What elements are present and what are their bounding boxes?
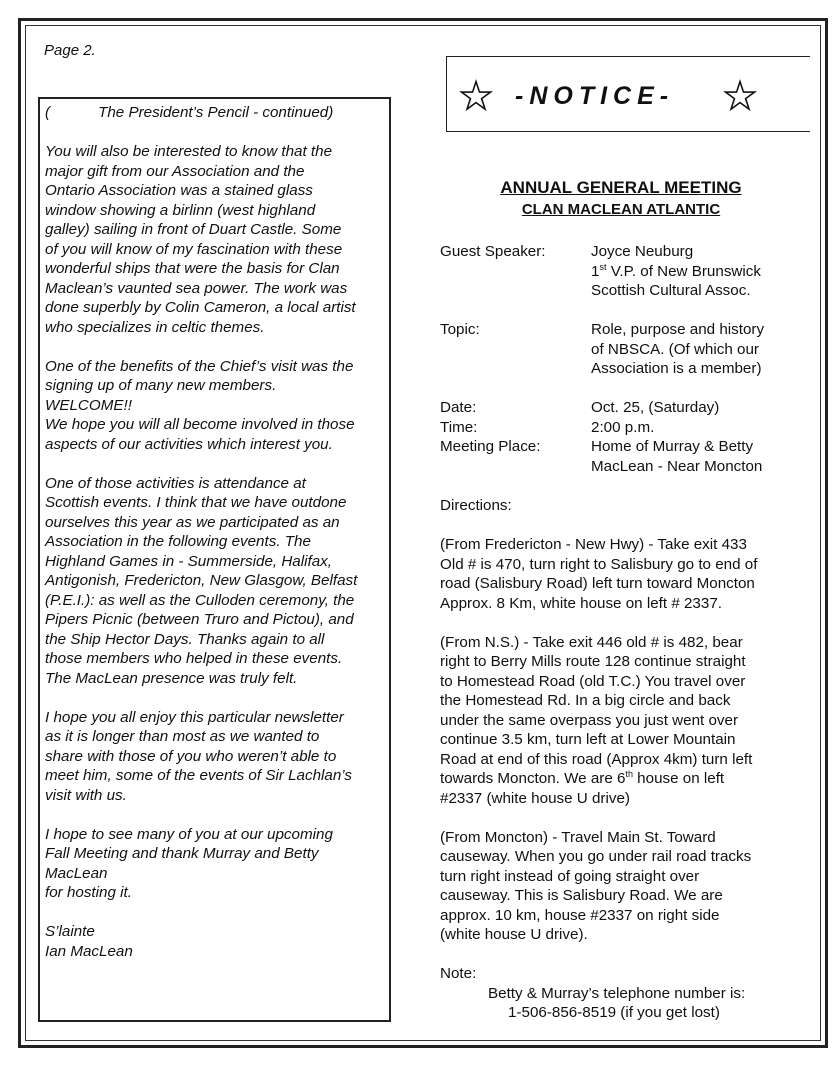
note-phone-number: 1-506-856-8519 (if you get lost) (508, 1004, 720, 1021)
paragraph-events: One of those activities is attendance at Scottish events. I think that we have outdone ourselves this year as we participated as an Association in the following events. The Highland Games in - Summerside, Halifax, Antigonish, Fredericton, New Glasgow, Belfast (P.E.I.): as well as the Culloden ceremony, the Pipers Picnic (between Truro and Pictou), and the Ship Hector Days. Thanks again to all those members who helped in these events. The MacLean presence was truly felt. (45, 474, 358, 687)
speaker-name: Joyce Neuburg (591, 243, 694, 260)
notice-heading: -NOTICE- (515, 82, 675, 110)
speaker-title: 1st V.P. of New Brunswick (591, 261, 761, 280)
meeting-schedule (440, 398, 800, 478)
time-label: Time: (440, 418, 478, 436)
directions-from-fredericton: (From Fredericton - New Hwy) - Take exit 433 Old # is 470, turn right to Salisbury go to end of road (Salisbury Road) left turn toward Moncton Approx. 8 Km, white house on left # 2337. (440, 536, 758, 612)
date-label: Date: (440, 399, 477, 416)
date-value: Oct. 25, (Saturday) (591, 399, 720, 416)
directions-label: Directions: (440, 497, 512, 514)
topic-text: Role, purpose and history of NBSCA. (Of which our Association is a member) (591, 321, 765, 377)
speaker-label: Guest Speaker: (440, 243, 546, 260)
paragraph-chief-visit: One of the benefits of the Chief’s visit was the signing up of many new members. WELCOME!! We hope you will all become involved in those aspects of our activities which interest you. (45, 357, 355, 453)
directions-section (440, 496, 800, 1023)
directions-from-ns: (From N.S.) - Take exit 446 old # is 482, bear right to Berry Mills route 128 continue straight to Homestead Road (old T.C.) You travel over the Homestead Rd. In a big circle and back under the same overpass you just went over continue 3.5 km, turn left at Lower Mountain Road at end of this road (Approx 4km) turn left towards Moncton. We are 6th house on left #2337 (white house U drive) (440, 633, 753, 807)
presidents-pencil-box (38, 97, 391, 1022)
meeting-subtitle: CLAN MACLEAN ATLANTIC (521, 201, 721, 218)
column-heading (45, 103, 385, 123)
topic-label: Topic: (440, 321, 480, 338)
star-icon: ★ (459, 76, 494, 118)
paragraph-fall-meeting: I hope to see many of you at our upcoming Fall Meeting and thank Murray and Betty MacLean for hosting it. (45, 825, 333, 901)
paragraph-gift: You will also be interested to know that the major gift from our Association and the Ontario Association was a stained glass window showing a birlinn (west highland galley) sailing in front of Duart Castle. Some of you will know of my fascination with these wonderful ships that were the basis for Clan Maclean’s vaunted sea power. The work was done superbly by Colin Cameron, a local artist who specializes in celtic themes. (45, 143, 356, 336)
page-label: Page 2. (44, 42, 96, 59)
directions-from-moncton: (From Moncton) - Travel Main St. Toward causeway. When you go under rail road tracks turn right instead of going straight over causeway. This is Salisbury Road. We are approx. 10 km, house #2337 on right side (white house U drive). (440, 828, 752, 943)
meeting-title: ANNUAL GENERAL MEETING (500, 178, 742, 197)
guest-speaker-row (440, 242, 800, 302)
star-icon: ★ (723, 76, 758, 118)
place-value: Home of Murray & Betty MacLean - Near Moncton (591, 438, 763, 475)
notice-banner (446, 56, 810, 132)
place-label: Meeting Place: (440, 438, 541, 455)
paragraph-newsletter: I hope you all enjoy this particular newsletter as it is longer than most as we wanted to share with those of you who weren’t able to meet him, some of the events of Sir Lachlan’s visit with us. (45, 708, 352, 804)
note-label: Note: (440, 965, 477, 982)
closing-signature: S’lainte Ian MacLean (45, 923, 133, 960)
topic-row (440, 320, 800, 380)
speaker-org: Scottish Cultural Assoc. (591, 282, 751, 299)
time-value: 2:00 p.m. (591, 418, 655, 436)
speaker-details (591, 242, 761, 301)
note-phone-intro: Betty & Murray’s telephone number is: (488, 984, 746, 1002)
open-paren: ( (45, 104, 51, 121)
column-title: The President’s Pencil - continued) (98, 104, 334, 121)
